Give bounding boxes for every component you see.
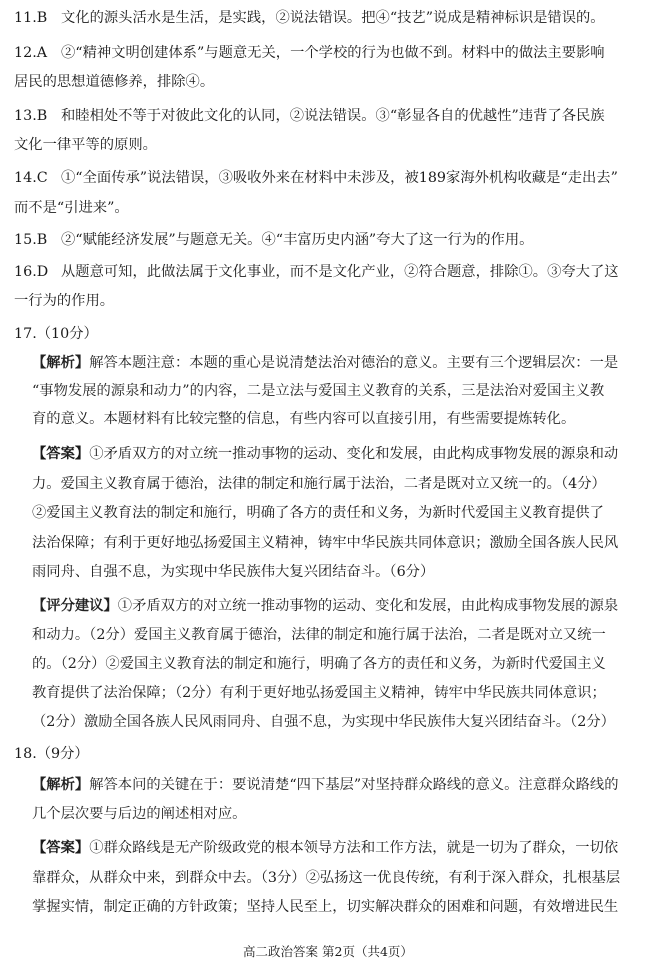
analysis-line: 几个层次要与后边的阐述相对应。	[32, 806, 247, 822]
item-number: 12.A	[14, 45, 48, 61]
grading-line: 的。（2分）②爱国主义教育法的制定和施行，明确了各方的责任和义务，为新时代爱国主义	[32, 656, 606, 672]
analysis-line: 解答本题注意：本题的重心是说清楚法治对德治的意义。主要有三个逻辑层次：一是	[89, 355, 619, 371]
analysis-line: “事物发展的源泉和动力”的内容，二是立法与爱国主义教育的关系，三是法治对爱国主义教	[32, 383, 605, 399]
analysis-tag: 【解析】	[32, 355, 90, 371]
analysis-line: 育的意义。本题材料有比较完整的信息，有些内容可以直接引用，有些需要提炼转化。	[32, 411, 576, 427]
item-explanation-line: 从题意可知，此做法属于文化事业，而不是文化产业，②符合题意，排除①。③夸大了这	[61, 264, 619, 280]
item-explanation-line: 文化的源头活水是生活，是实践，②说法错误。把④“技艺”说成是精神标识是错误的。	[61, 10, 605, 26]
item-number: 15.B	[14, 232, 48, 248]
answer-line: 力。爱国主义教育属于德治，法律的制定和施行属于法治，二者是既对立又统一的。（4分）	[32, 476, 606, 492]
item-number: 13.B	[14, 108, 48, 124]
grading-tag: 【评分建议】	[32, 598, 118, 614]
analysis-line: 解答本问的关键在于：要说清楚“四下基层”对坚持群众路线的意义。注意群众路线的	[89, 777, 619, 793]
grading-line: ①矛盾双方的对立统一推动事物的运动、变化和发展，由此构成事物发展的源泉	[117, 598, 619, 614]
answer-line: 法治保障；有利于更好地弘扬爱国主义精神，铸牢中华民族共同体意识；激励全国各族人民风	[32, 535, 619, 551]
item-explanation-line: 而不是“引进来”。	[14, 200, 129, 216]
answer-page: 11.B 文化的源头活水是生活，是实践，②说法错误。把④“技艺”说成是精神标识是错误的。 12.A ②“精神文明创建体系”与题意无关，一个学校的行为也做不到。材料中的做法主要影响 居民的思想道德修养，排除④。 13.B 和睦相处不等于对彼此文化的认同，②说法错误。③“彰显各自的优越性”违背了各民族 文化一律平等的原则。 14.C ①“全面传承”说法错误，③吸收外来在材料中未涉及，被189家海外机构收藏是“走出去” 而不是“引进来”。 15.B ②“赋能经济发展”与题意无关。④“丰富历史内涵”夸大了这一行为的作用。 16.D 从题意可知，此做法属于文化事业，而不是文化产业，②符合题意，排除①。③夸大了这 一行为的作用。 17.（10分） 【解析】解答本题注意：本题的重心是说清楚法治对德治的意义。主要有三个逻辑层次：一是 “事物发展的源泉和动力”的内容，二是立法与爱国主义教育的关系，三是法治对爱国主义教 育的意义。本题材料有比较完整的信息，有些内容可以直接引用，有些需要提炼转化。 【答案】①矛盾双方的对立统一推动事物的运动、变化和发展，由此构成事物发展的源泉和动 力。爱国主义教育属于德治，法律的制定和施行属于法治，二者是既对立又统一的。（4分） ②爱国主义教育法的制定和施行，明确了各方的责任和义务，为新时代爱国主义教育提供了 法治保障；有利于更好地弘扬爱国主义精神，铸牢中华民族共同体意识；激励全国各族人民风 雨同舟、自强不息，为实现中华民族伟大复兴团结奋斗。（6分） 【评分建议】①矛盾双方的对立统一推动事物的运动、变化和发展，由此构成事物发展的源泉 和动力。（2分）爱国主义教育属于德治，法律的制定和施行属于法治，二者是既对立又统一 的。（2分）②爱国主义教育法的制定和施行，明确了各方的责任和义务，为新时代爱国主义 教育提供了法治保障；（2分）有利于更好地弘扬爱国主义精神，铸牢中华民族共同体意识； （2分）激励全国各族人民风雨同舟、自强不息，为实现中华民族伟大复兴团结奋斗。（2分） 18.（9分） 【解析】解答本问的关键在于：要说清楚“四下基层”对坚持群众路线的意义。注意群众路线的 几个层次要与后边的阐述相对应。 【答案】①群众路线是无产阶级政党的根本领导方法和工作方法，就是一切为了群众，一切依 靠群众，从群众中来，到群众中去。（3分）②弘扬这一优良传统，有利于深入群众，扎根基层 掌握实情，制定正确的方针政策；坚持人民至上，切实解决群众的困难和问题，有效增进民生 高二政治答案 第2页（共4页）	[0, 0, 656, 964]
item-explanation-line: 和睦相处不等于对彼此文化的认同，②说法错误。③“彰显各自的优越性”违背了各民族	[61, 108, 605, 124]
item-explanation-line: ②“精神文明创建体系”与题意无关，一个学校的行为也做不到。材料中的做法主要影响	[61, 45, 605, 61]
answer-line: ②爱国主义教育法的制定和施行，明确了各方的责任和义务，为新时代爱国主义教育提供了	[32, 505, 604, 521]
item-explanation-line: ②“赋能经济发展”与题意无关。④“丰富历史内涵”夸大了这一行为的作用。	[61, 232, 534, 248]
answer-line: 雨同舟、自强不息，为实现中华民族伟大复兴团结奋斗。（6分）	[32, 564, 435, 580]
item-explanation-line: 一行为的作用。	[14, 293, 115, 309]
answer-line: ①群众路线是无产阶级政党的根本领导方法和工作方法，就是一切为了群众，一切依	[89, 840, 619, 856]
grading-line: （2分）激励全国各族人民风雨同舟、自强不息，为实现中华民族伟大复兴团结奋斗。（2分）	[32, 714, 615, 730]
item-explanation-line: 居民的思想道德修养，排除④。	[14, 74, 215, 90]
answer-line: 掌握实情，制定正确的方针政策；坚持人民至上，切实解决群众的困难和问题，有效增进民生	[32, 899, 619, 915]
grading-line: 和动力。（2分）爱国主义教育属于德治，法律的制定和施行属于法治，二者是既对立又统一	[32, 627, 606, 643]
item-explanation-line: 文化一律平等的原则。	[14, 137, 157, 153]
answer-line: 靠群众，从群众中来，到群众中去。（3分）②弘扬这一优良传统，有利于深入群众，扎根基层	[32, 870, 621, 886]
analysis-tag: 【解析】	[32, 777, 90, 793]
item-number: 16.D	[14, 264, 49, 280]
page-footer: 高二政治答案 第2页（共4页）	[243, 944, 413, 959]
answer-tag: 【答案】	[32, 446, 90, 462]
item-explanation-line: ①“全面传承”说法错误，③吸收外来在材料中未涉及，被189家海外机构收藏是“走出去”	[61, 170, 618, 186]
answer-tag: 【答案】	[32, 840, 90, 856]
grading-line: 教育提供了法治保障；（2分）有利于更好地弘扬爱国主义精神，铸牢中华民族共同体意识；	[32, 685, 606, 701]
answer-line: ①矛盾双方的对立统一推动事物的运动、变化和发展，由此构成事物发展的源泉和动	[89, 446, 619, 462]
item-number: 11.B	[14, 10, 48, 26]
item-number: 14.C	[14, 170, 48, 186]
